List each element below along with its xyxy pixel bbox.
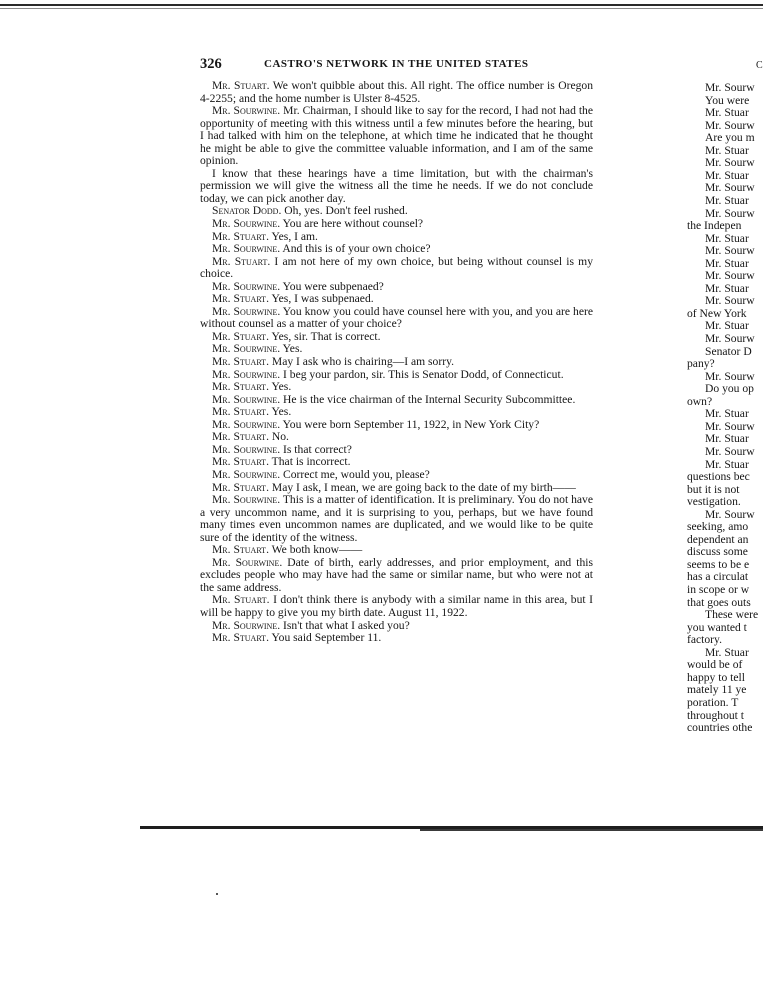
speaker-name: Mr. Stuart.	[212, 329, 269, 343]
transcript-paragraph	[200, 105, 593, 168]
speech-text: Oh, yes. Don't feel rushed.	[281, 204, 408, 218]
speaker-name: Mr. Sourwine.	[212, 217, 281, 231]
speech-text: You were born September 11, 1922, in New York City?	[280, 417, 540, 431]
fragment-line: Mr. Sourw	[705, 156, 755, 170]
speech-text: No.	[268, 430, 289, 444]
fragment-line: Mr. Sourw	[705, 444, 755, 458]
fragment-line: Mr. Stuar	[705, 193, 749, 207]
scan-speck	[216, 893, 218, 895]
speaker-name: Mr. Sourwine.	[212, 493, 281, 507]
fragment-line: happy to tell	[687, 670, 745, 684]
fragment-line: Mr. Sourw	[705, 507, 755, 521]
speaker-name: Mr. Sourwine.	[212, 467, 281, 481]
speaker-name: Mr. Sourwine.	[212, 555, 283, 569]
speech-text: He is the vice chairman of the Internal Security Subcommittee.	[280, 392, 576, 406]
speech-text: And this is of your own choice?	[280, 242, 431, 256]
speech-text: Isn't that what I asked you?	[280, 618, 410, 632]
fragment-line: poration. T	[687, 695, 739, 709]
fragment-line: Are you m	[705, 131, 755, 145]
speech-text: We both know——	[268, 543, 363, 557]
speaker-name: Mr. Sourwine.	[212, 417, 281, 431]
fragment-line: mately 11 ye	[687, 683, 747, 697]
transcript-paragraph	[200, 306, 593, 331]
right-page-header-fragment: C	[756, 60, 763, 71]
speaker-name: Senator Dodd.	[212, 204, 282, 218]
transcript-paragraph	[200, 632, 593, 645]
speech-text: You are here without counsel?	[280, 217, 424, 231]
speech-text: You said September 11.	[268, 631, 382, 645]
fragment-line: Mr. Stuar	[705, 168, 749, 182]
speech-text: Yes.	[280, 342, 303, 356]
fragment-line: You were	[705, 93, 750, 107]
speaker-name: Mr. Sourwine.	[212, 367, 281, 381]
fragment-line: seeking, amo	[687, 520, 749, 534]
fragment-line: Mr. Stuar	[705, 457, 749, 471]
fragment-line: Senator D	[705, 344, 752, 358]
speech-text: Yes.	[268, 380, 292, 394]
speaker-name: Mr. Stuart.	[212, 292, 269, 306]
transcript-column	[200, 80, 593, 645]
speaker-name: Mr. Stuart.	[212, 543, 269, 557]
fragment-line: Do you op	[705, 382, 754, 396]
fragment-line: Mr. Sourw	[705, 294, 755, 308]
fragment-line: pany?	[687, 357, 715, 371]
fragment-line: but it is not	[687, 482, 740, 496]
fragment-line: Mr. Stuar	[705, 432, 749, 446]
speaker-name: Mr. Sourwine.	[212, 618, 281, 632]
speech-text: Yes, I am.	[268, 229, 318, 243]
fragment-line: discuss some	[687, 545, 748, 559]
fragment-line: has a circulat	[687, 570, 749, 584]
fragment-line: questions bec	[687, 470, 750, 484]
fragment-line: of New York	[687, 306, 747, 320]
page-header	[200, 56, 600, 74]
speaker-name: Mr. Sourwine.	[212, 104, 281, 118]
fragment-line: seems to be e	[687, 557, 750, 571]
transcript-paragraph	[200, 557, 593, 595]
fragment-line: Mr. Sourw	[705, 244, 755, 258]
adjacent-page-column-fragment	[687, 82, 763, 782]
fragment-line: Mr. Sourw	[705, 369, 755, 383]
transcript-paragraph	[200, 256, 593, 281]
speech-text: That is incorrect.	[268, 455, 351, 469]
speaker-name: Mr. Stuart.	[212, 229, 269, 243]
top-border-rule-thin	[0, 8, 763, 9]
fragment-line: Mr. Sourw	[705, 82, 755, 94]
fragment-line: Mr. Stuar	[705, 319, 749, 333]
fragment-line: Mr. Stuar	[705, 407, 749, 421]
speech-text: Yes, sir. That is correct.	[268, 329, 381, 343]
speech-text: Is that correct?	[280, 442, 352, 456]
fragment-line: in scope or w	[687, 583, 750, 596]
speaker-name: Mr. Sourwine.	[212, 392, 281, 406]
fragment-line: vestigation.	[687, 495, 741, 509]
fragment-line: throughout t	[687, 708, 745, 722]
speaker-name: Mr. Stuart.	[212, 480, 269, 494]
speech-text: May I ask, I mean, we are going back to the date of my birth——	[268, 480, 576, 494]
speaker-name: Mr. Sourwine.	[212, 442, 281, 456]
fragment-line: own?	[687, 394, 713, 408]
speech-text: Date of birth, early addresses, and prior employment, and this excludes people who may have had the same or similar name, but who were not at the same address.	[200, 555, 593, 594]
bottom-scan-rule-thick	[420, 829, 763, 831]
running-title: CASTRO'S NETWORK IN THE UNITED STATES	[264, 58, 529, 70]
speech-text: I know that these hearings have a time limitation, but with the chairman's permission we will give the witness all the time he needs. If we do not conclude today, we can pick another day.	[200, 166, 593, 205]
fragment-line: Mr. Stuar	[705, 143, 749, 157]
speaker-name: Mr. Stuart.	[212, 430, 269, 444]
transcript-paragraph	[200, 80, 593, 105]
speaker-name: Mr. Sourwine.	[212, 304, 281, 318]
speaker-name: Mr. Stuart.	[212, 254, 271, 268]
speaker-name: Mr. Sourwine.	[212, 342, 281, 356]
speech-text: May I ask who is chairing—I am sorry.	[268, 355, 455, 369]
fragment-line: dependent an	[687, 532, 749, 546]
speaker-name: Mr. Sourwine.	[212, 279, 281, 293]
fragment-line: that goes outs	[687, 595, 751, 609]
fragment-line: Mr. Stuar	[705, 645, 749, 659]
speaker-name: Mr. Stuart.	[212, 380, 269, 394]
fragment-line: Mr. Sourw	[705, 181, 755, 195]
transcript-paragraph	[200, 594, 593, 619]
fragment-line: Mr. Stuar	[705, 231, 749, 245]
speech-text: This is a matter of identification. It is preliminary. You do not have a very uncommon name, and it is surprising to you, perhaps, but we have found many times even uncommon names are duplicated, and we would like to be quite sure of the identity of the witness.	[200, 493, 593, 544]
speech-text: I beg your pardon, sir. This is Senator Dodd, of Connecticut.	[280, 367, 564, 381]
speaker-name: Mr. Stuart.	[212, 79, 270, 92]
fragment-line: countries othe	[687, 721, 753, 735]
speech-text: You were subpenaed?	[280, 279, 384, 293]
speaker-name: Mr. Stuart.	[212, 593, 270, 607]
fragment-line: would be of	[687, 658, 743, 672]
top-border-rule	[0, 4, 763, 6]
fragment-line: factory.	[687, 633, 722, 647]
fragment-line: Mr. Stuar	[705, 281, 749, 295]
fragment-line: Mr. Sourw	[705, 419, 755, 433]
speaker-name: Mr. Stuart.	[212, 455, 269, 469]
speaker-name: Mr. Stuart.	[212, 631, 269, 645]
speech-text: We won't quibble about this. All right. The office number is Oregon 4-2255; and the home number is Ulster 8-4525.	[200, 79, 593, 105]
speech-text: Yes, I was subpenaed.	[268, 292, 374, 306]
fragment-line: Mr. Sourw	[705, 118, 755, 132]
speech-text: I don't think there is anybody with a similar name in this area, but I will be happy to give you my birth date. August 11, 1922.	[200, 593, 593, 619]
fragment-line: Mr. Sourw	[705, 332, 755, 345]
speaker-name: Mr. Stuart.	[212, 405, 269, 419]
fragment-line: the Indepen	[687, 219, 742, 233]
page-number: 326	[200, 56, 222, 72]
fragment-line: Mr. Sourw	[705, 269, 755, 283]
speaker-name: Mr. Stuart.	[212, 355, 269, 369]
transcript-paragraph	[200, 168, 593, 206]
speech-text: Correct me, would you, please?	[280, 467, 430, 481]
speech-text: I am not here of my own choice, but being without counsel is my choice.	[200, 254, 593, 281]
speech-text: Mr. Chairman, I should like to say for the record, I had not had the opportunity of meeting with this witness until a few minutes before the hearing, but I had talked with him on the telephone, at which time he indicated that he thought he might be able to give the committee valuable information, and I am of the same opinion.	[200, 104, 593, 168]
transcript-paragraph	[200, 494, 593, 544]
speech-text: You know you could have counsel here with you, and you are here without counsel as a matter of your choice?	[200, 304, 593, 331]
fragment-line: Mr. Stuar	[705, 106, 749, 120]
fragment-line: you wanted t	[687, 620, 747, 634]
fragment-line: Mr. Stuar	[705, 256, 749, 270]
speech-text: Yes.	[268, 405, 292, 419]
speaker-name: Mr. Sourwine.	[212, 242, 281, 256]
fragment-line: Mr. Sourw	[705, 206, 755, 220]
fragment-line: These were	[705, 608, 759, 622]
